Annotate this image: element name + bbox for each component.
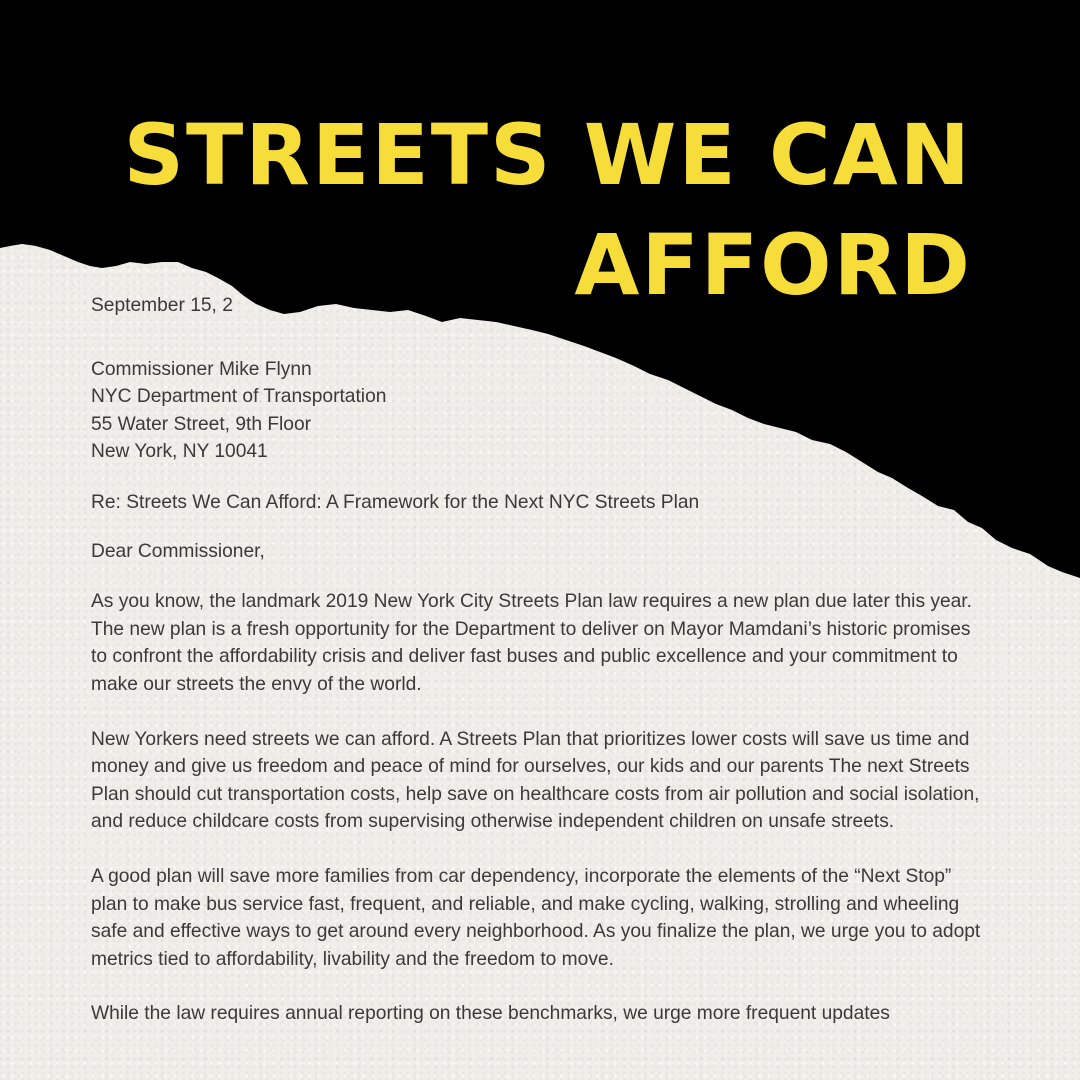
- paragraph-1: As you know, the landmark 2019 New York City Streets Plan law requires a new plan due later this year. The new plan is a fresh opportunity for the Department to deliver on Mayor Mamdani’s historic promises to confront the affordability crisis and deliver fast buses and public excellence and your commitment to make our streets the envy of the world.: [91, 591, 972, 695]
- paragraph-2: New Yorkers need streets we can afford. A Streets Plan that prioritizes lower costs will save us time and money and give us freedom and peace of mind for ourselves, our kids and our parents The next Streets Plan should cut transportation costs, help save on healthcare costs from air pollution and social isolation, and reduce childcare costs from supervising otherwise independent children on unsafe streets.: [91, 728, 980, 833]
- headline: [123, 100, 972, 320]
- address-line: New York, NY 10041: [91, 441, 268, 463]
- headline-line-1: STREETS WE CAN: [123, 106, 972, 204]
- headline-line-2: AFFORD: [574, 216, 972, 314]
- salutation: Dear Commissioner,: [91, 540, 265, 562]
- address-line: NYC Department of Transportation: [91, 386, 387, 408]
- paragraph-3: A good plan will save more families from car dependency, incorporate the elements of the “Next Stop” plan to make bus service fast, frequent, and reliable, and make cycling, walking, strolling and wheeling safe and effective ways to get around every neighborhood. As you finalize the plan, we urge you to adopt metrics tied to affordability, livability and the freedom to move.: [91, 865, 981, 970]
- letter-date: September 15, 2: [91, 295, 233, 316]
- subject-line: Re: Streets We Can Afford: A Framework for the Next NYC Streets Plan: [91, 491, 700, 513]
- address-line: 55 Water Street, 9th Floor: [91, 413, 312, 435]
- address-line: Commissioner Mike Flynn: [91, 358, 312, 380]
- paragraph-4: While the law requires annual reporting on these benchmarks, we urge more frequent updates: [91, 1003, 890, 1025]
